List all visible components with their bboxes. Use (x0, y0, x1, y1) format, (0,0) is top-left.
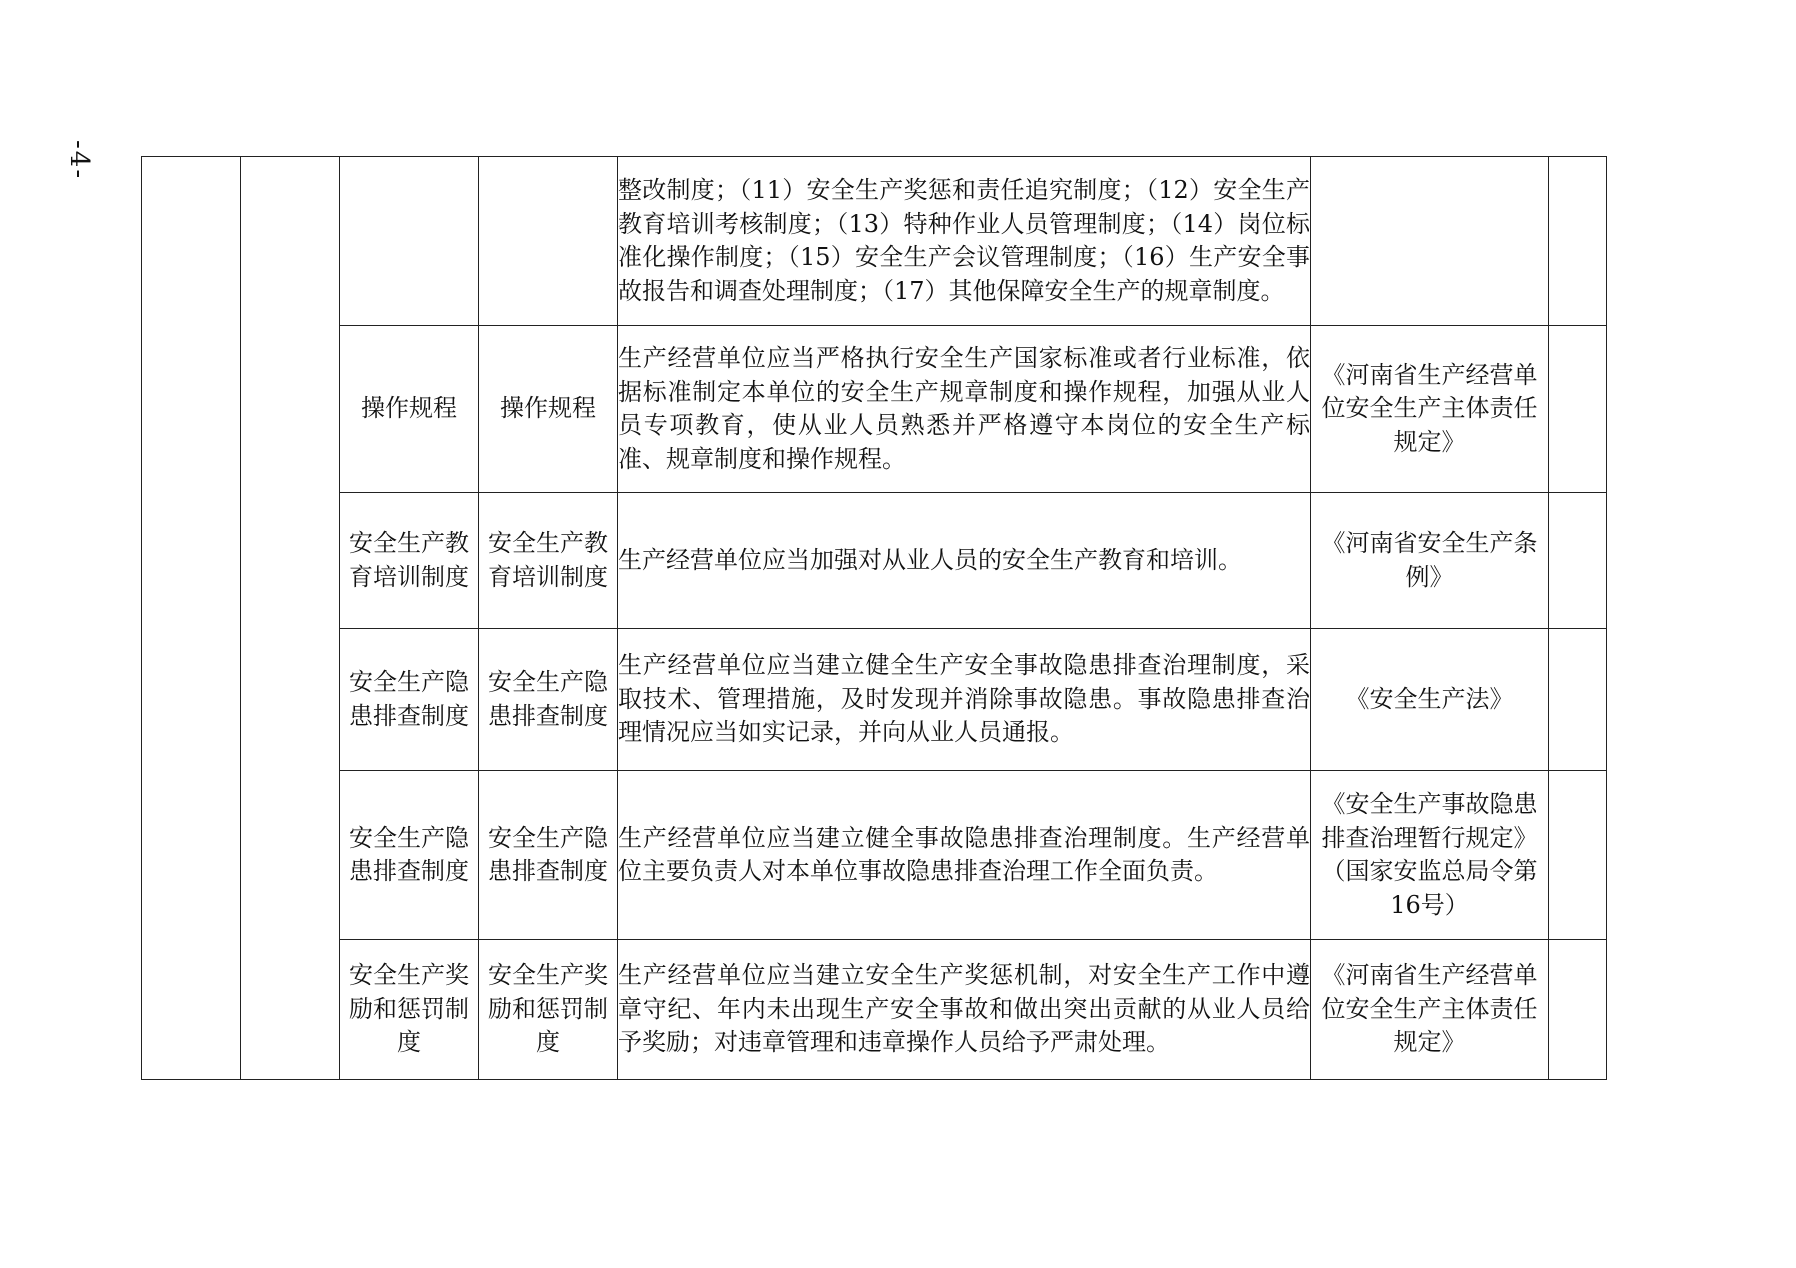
table-row (142, 157, 1607, 326)
item-cell: 安全生产奖励和惩罚制度 (479, 940, 618, 1080)
item-cell: 安全生产隐患排查制度 (479, 771, 618, 940)
basis-cell: 《安全生产事故隐患排查治理暂行规定》（国家安监总局令第16号） (1311, 771, 1549, 940)
outer-column-1-cell (142, 157, 241, 1080)
category-cell: 安全生产隐患排查制度 (340, 629, 479, 771)
page-number: -4- (64, 140, 94, 181)
basis-cell: 《安全生产法》 (1311, 629, 1549, 771)
regulation-table (141, 156, 1607, 1080)
basis-cell (1311, 157, 1549, 326)
table-row (142, 771, 1607, 940)
item-cell (479, 157, 618, 326)
item-cell: 安全生产教育培训制度 (479, 493, 618, 629)
requirement-cell: 生产经营单位应当建立安全生产奖惩机制，对安全生产工作中遵章守纪、年内未出现生产安全事故和做出突出贡献的从业人员给予奖励；对违章管理和违章操作人员给予严肃处理。 (618, 940, 1311, 1080)
table-row (142, 629, 1607, 771)
requirement-cell: 生产经营单位应当建立健全事故隐患排查治理制度。生产经营单位主要负责人对本单位事故隐患排查治理工作全面负责。 (618, 771, 1311, 940)
remark-cell (1549, 326, 1607, 493)
requirement-cell: 生产经营单位应当严格执行安全生产国家标准或者行业标准，依据标准制定本单位的安全生产规章制度和操作规程，加强从业人员专项教育，使从业人员熟悉并严格遵守本岗位的安全生产标准、规章制度和操作规程。 (618, 326, 1311, 493)
remark-cell (1549, 493, 1607, 629)
basis-cell: 《河南省生产经营单位安全生产主体责任规定》 (1311, 940, 1549, 1080)
item-cell: 安全生产隐患排查制度 (479, 629, 618, 771)
table-row (142, 493, 1607, 629)
category-cell: 安全生产教育培训制度 (340, 493, 479, 629)
requirement-cell: 生产经营单位应当加强对从业人员的安全生产教育和培训。 (618, 493, 1311, 629)
table-row (142, 940, 1607, 1080)
outer-column-2-cell (241, 157, 340, 1080)
category-cell: 安全生产奖励和惩罚制度 (340, 940, 479, 1080)
category-cell: 安全生产隐患排查制度 (340, 771, 479, 940)
remark-cell (1549, 629, 1607, 771)
basis-cell: 《河南省安全生产条例》 (1311, 493, 1549, 629)
item-cell: 操作规程 (479, 326, 618, 493)
remark-cell (1549, 940, 1607, 1080)
basis-cell: 《河南省生产经营单位安全生产主体责任规定》 (1311, 326, 1549, 493)
requirement-cell: 整改制度；（11）安全生产奖惩和责任追究制度；（12）安全生产教育培训考核制度；（13）特种作业人员管理制度；（14）岗位标准化操作制度；（15）安全生产会议管理制度；（16）生产安全事故报告和调查处理制度；（17）其他保障安全生产的规章制度。 (618, 157, 1311, 326)
requirement-cell: 生产经营单位应当建立健全生产安全事故隐患排查治理制度，采取技术、管理措施，及时发现并消除事故隐患。事故隐患排查治理情况应当如实记录，并向从业人员通报。 (618, 629, 1311, 771)
category-cell: 操作规程 (340, 326, 479, 493)
table-row (142, 326, 1607, 493)
remark-cell (1549, 157, 1607, 326)
remark-cell (1549, 771, 1607, 940)
category-cell (340, 157, 479, 326)
